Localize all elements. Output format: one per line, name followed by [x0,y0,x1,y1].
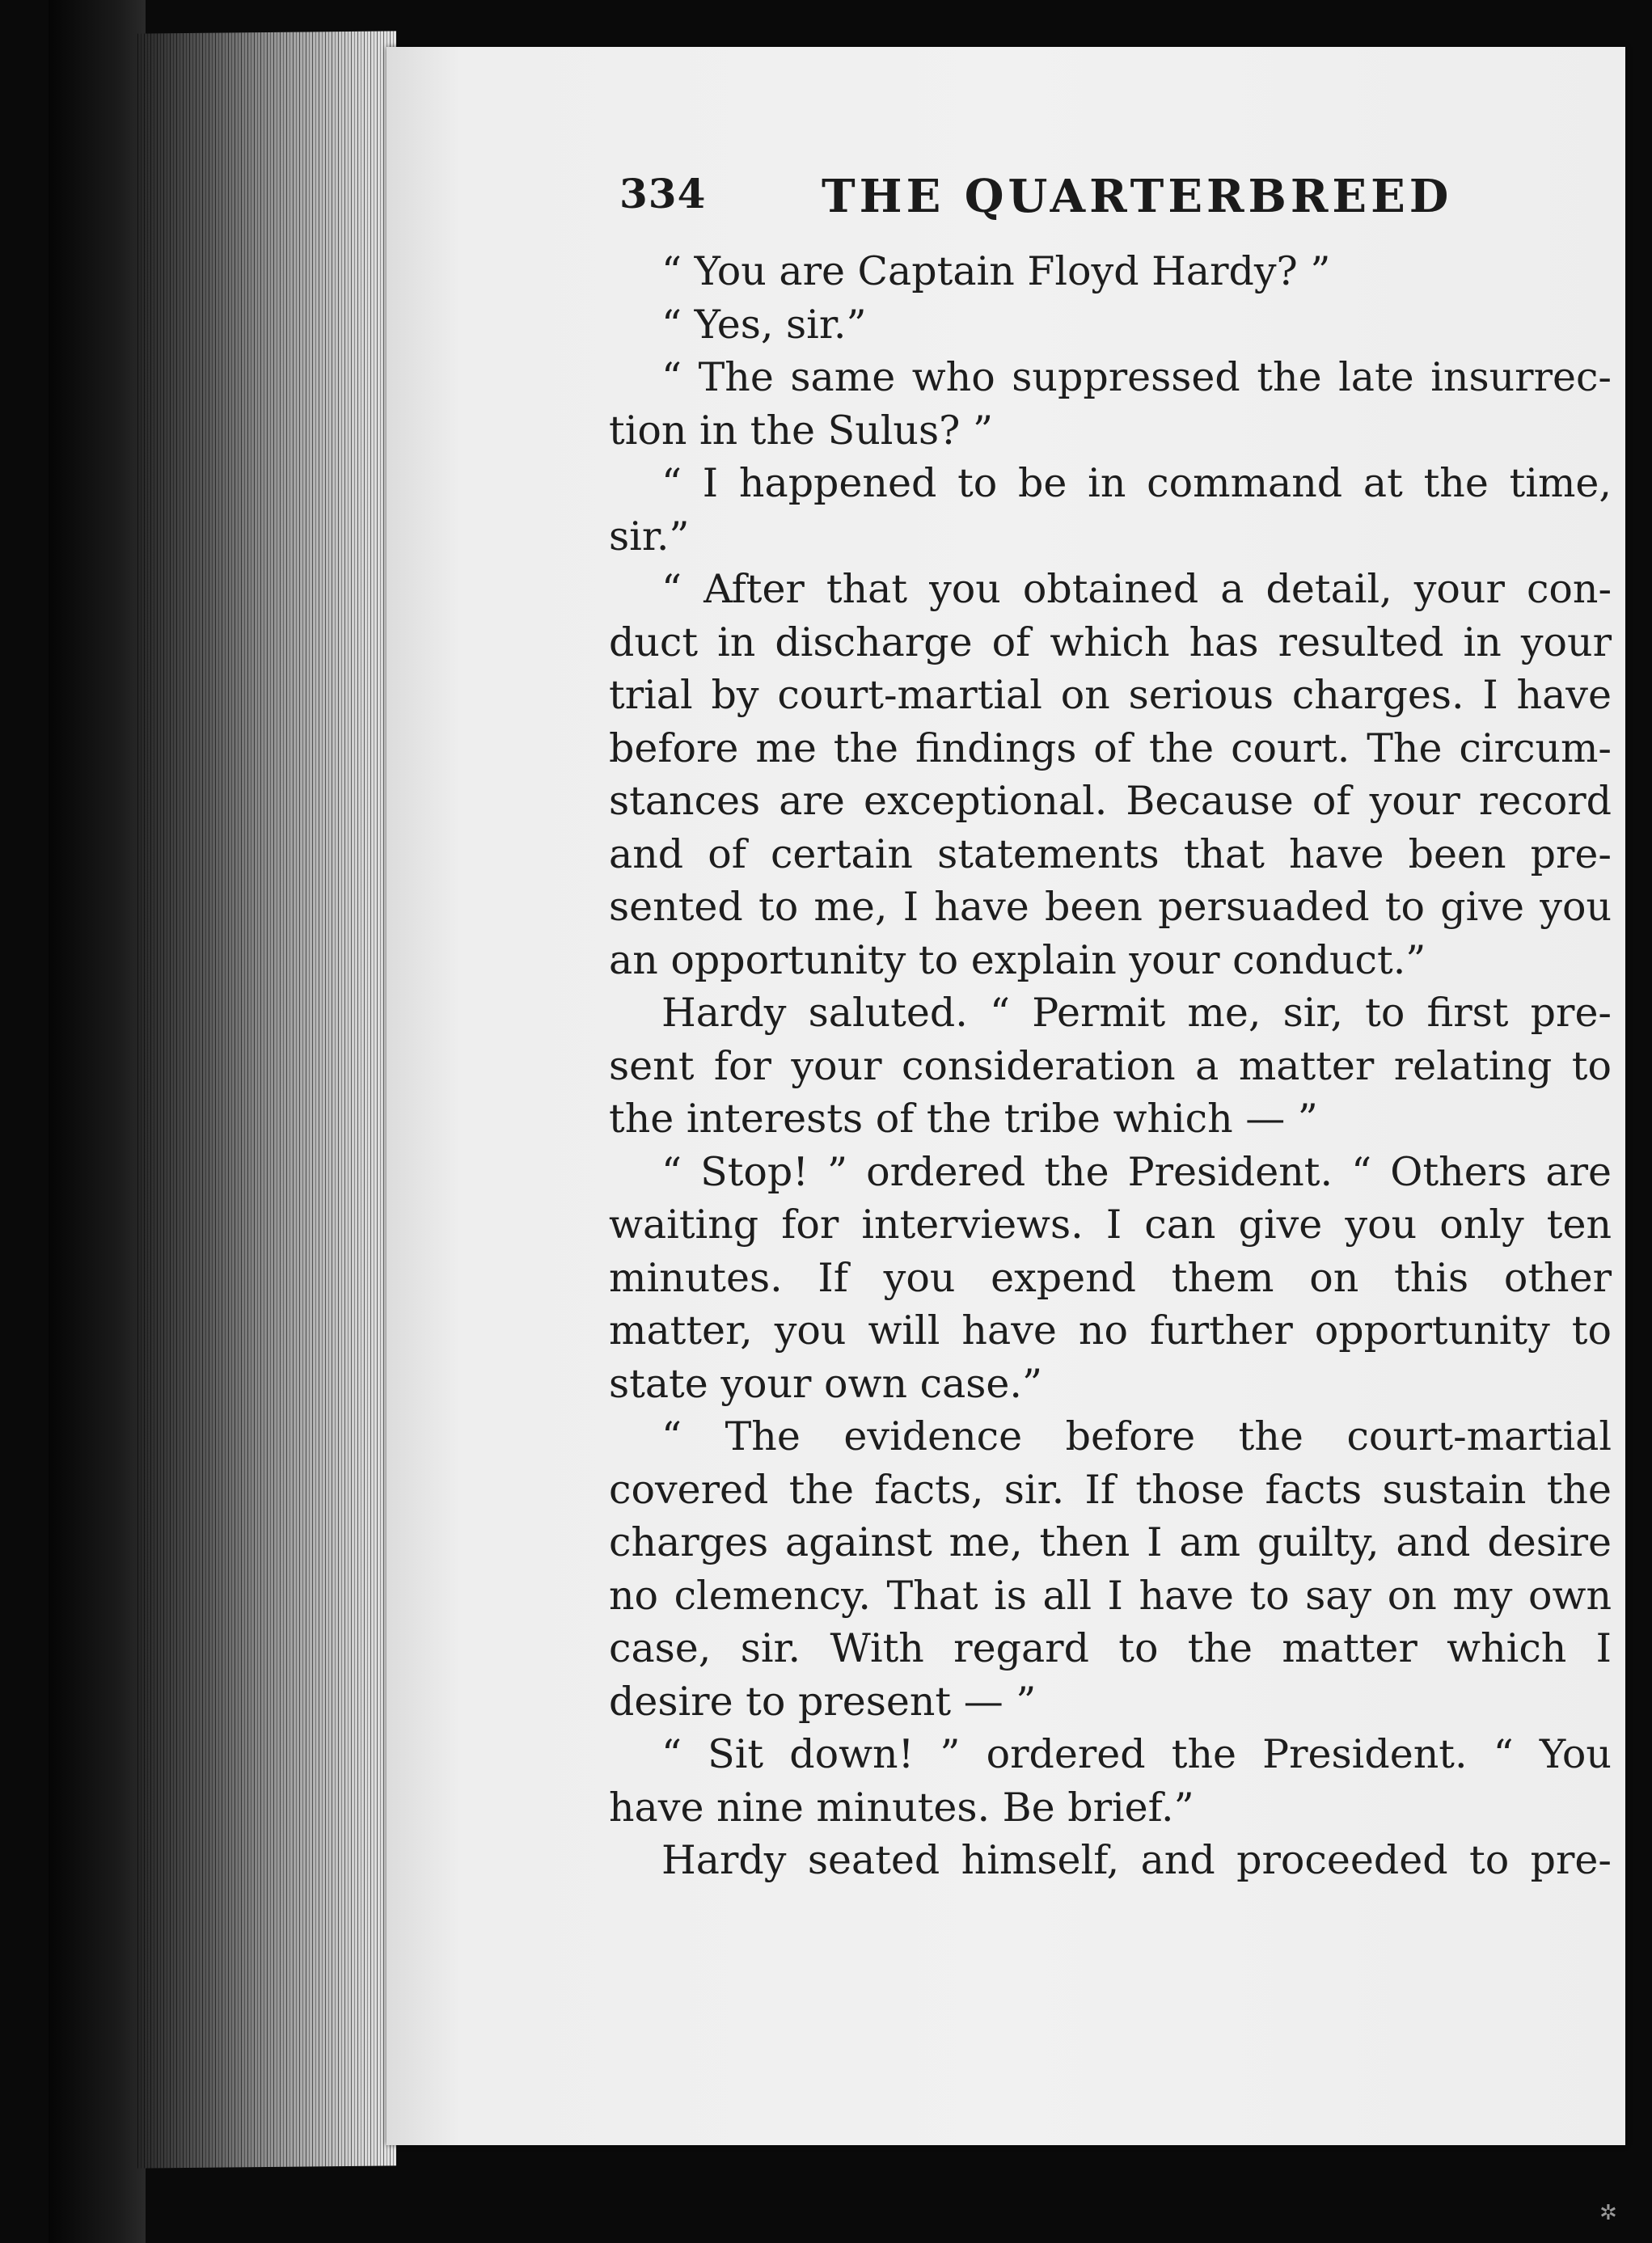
text-line: covered the facts, sir. If those facts sustain the [609,1466,1612,1513]
text-line: matter, you will have no further opportunity to [609,1307,1612,1354]
text-line: tion in the Sulus? ” [609,407,994,454]
text-line: desire to present — ” [609,1678,1037,1725]
text-line: state your own case.” [609,1360,1043,1407]
text-line: minutes. If you expend them on this other [609,1254,1612,1301]
text-line: charges against me, then I am guilty, and desire [609,1519,1612,1565]
body-text [609,245,1612,1887]
text-line: “ The same who suppressed the late insurrec- [661,354,1612,400]
text-line: sented to me, I have been persuaded to give you [609,884,1612,930]
text-line: sir.” [609,513,690,560]
text-line: stances are exceptional. Because of your record [609,778,1612,824]
book-spine-shadow [49,0,146,2243]
page-header [619,170,1509,234]
scan-corner-mark: ✲ [1599,2201,1617,2225]
text-line: “ You are Captain Floyd Hardy? ” [661,248,1331,294]
text-line: “ The evidence before the court-martial [661,1413,1612,1459]
text-line: trial by court-martial on serious charges. I have [609,672,1612,718]
text-line: Hardy saluted. “ Permit me, sir, to first pre- [661,990,1612,1036]
book-page-edges [137,31,396,2168]
text-line: Hardy seated himself, and proceeded to pre- [661,1837,1612,1883]
text-line: waiting for interviews. I can give you only ten [609,1202,1612,1248]
text-line: before me the findings of the court. The circum- [609,724,1612,771]
text-line: no clemency. That is all I have to say on my own [609,1572,1612,1619]
text-line: the interests of the tribe which — ” [609,1096,1318,1142]
text-line: “ I happened to be in command at the time, [661,460,1612,506]
text-line: “ Sit down! ” ordered the President. “ You [661,1731,1612,1777]
text-line: and of certain statements that have been pre- [609,830,1612,877]
text-line: duct in discharge of which has resulted in your [609,619,1612,665]
text-line: case, sir. With regard to the matter which I [609,1625,1612,1671]
text-line: “ Yes, sir.” [661,301,867,348]
text-line: “ Stop! ” ordered the President. “ Others are [661,1148,1612,1195]
text-line: have nine minutes. Be brief.” [609,1784,1194,1831]
running-head: THE QUARTERBREED [822,170,1453,223]
text-line: “ After that you obtained a detail, your con- [661,566,1612,612]
page-number: 334 [619,170,707,218]
text-line: an opportunity to explain your conduct.” [609,936,1426,983]
text-line: sent for your consideration a matter relating to [609,1042,1612,1089]
